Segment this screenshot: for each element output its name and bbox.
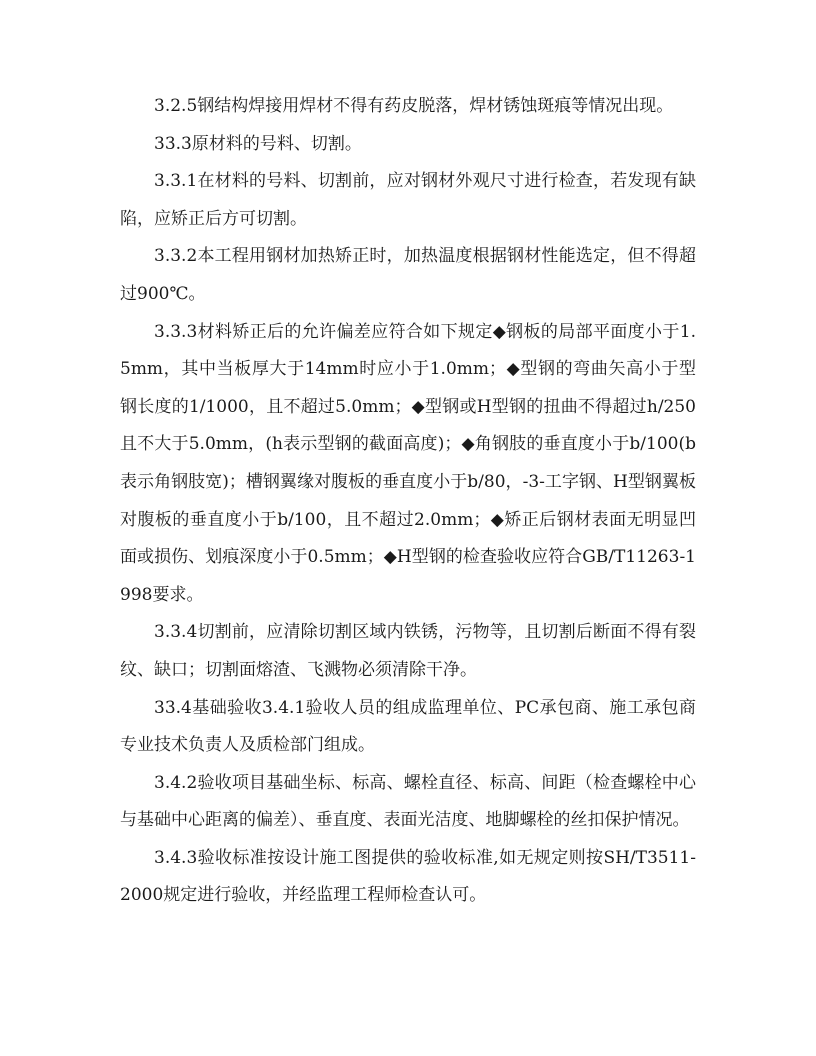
paragraph-3-2-5: 3.2.5钢结构焊接用焊材不得有药皮脱落，焊材锈蚀斑痕等情况出现。: [154, 96, 674, 116]
paragraph-3-3-4: 3.3.4切割前，应清除切割区域内铁锈，污物等，且切割后断面不得有裂纹、缺口；切割面熔渣、飞溅物必须清除干净。: [120, 622, 696, 680]
paragraph-3-3-1: 3.3.1在材料的号料、切割前，应对钢材外观尺寸进行检查，若发现有缺陷，应矫正后方可切割。: [120, 171, 696, 229]
paragraph-3-3-heading: 33.3原材料的号料、切割。: [154, 133, 362, 154]
paragraph-3-4-1: 33.4基础验收3.4.1验收人员的组成监理单位、PC承包商、施工承包商专业技术负责人及质检部门组成。: [120, 697, 696, 756]
paragraph-3-3-2: 3.3.2本工程用钢材加热矫正时，加热温度根据钢材性能选定，但不得超过900℃。: [120, 246, 696, 304]
paragraph-3-4-2: 3.4.2验收项目基础坐标、标高、螺栓直径、标高、间距（检查螺栓中心与基础中心距离的偏差）、垂直度、表面光洁度、地脚螺栓的丝扣保护情况。: [120, 772, 696, 831]
paragraph-3-3-3: 3.3.3材料矫正后的允许偏差应符合如下规定◆钢板的局部平面度小于1.5mm，其中当板厚大于14mm时应小于1.0mm；◆型钢的弯曲矢高小于型钢长度的1/1000，且不超过5.0mm；◆型钢或H型钢的扭曲不得超过h/250且不大于5.0mm，(h表示型钢的截面高度)；◆角钢肢的垂直度小于b/100(b表示角钢肢宽)；槽钢翼缘对腹板的垂直度小于b/80，-3-工字钢、H型钢翼板对腹板的垂直度小于b/100，且不超过2.0mm；◆矫正后钢材表面无明显凹面或损伤、划痕深度小于0.5mm；◆H型钢的检查验收应符合GB/T11263-1998要求。: [120, 321, 696, 605]
document-body: [120, 88, 696, 915]
paragraph-3-4-3: 3.4.3验收标准按设计施工图提供的验收标准,如无规定则按SH/T3511-2000规定进行验收，并经监理工程师检查认可。: [120, 847, 696, 906]
